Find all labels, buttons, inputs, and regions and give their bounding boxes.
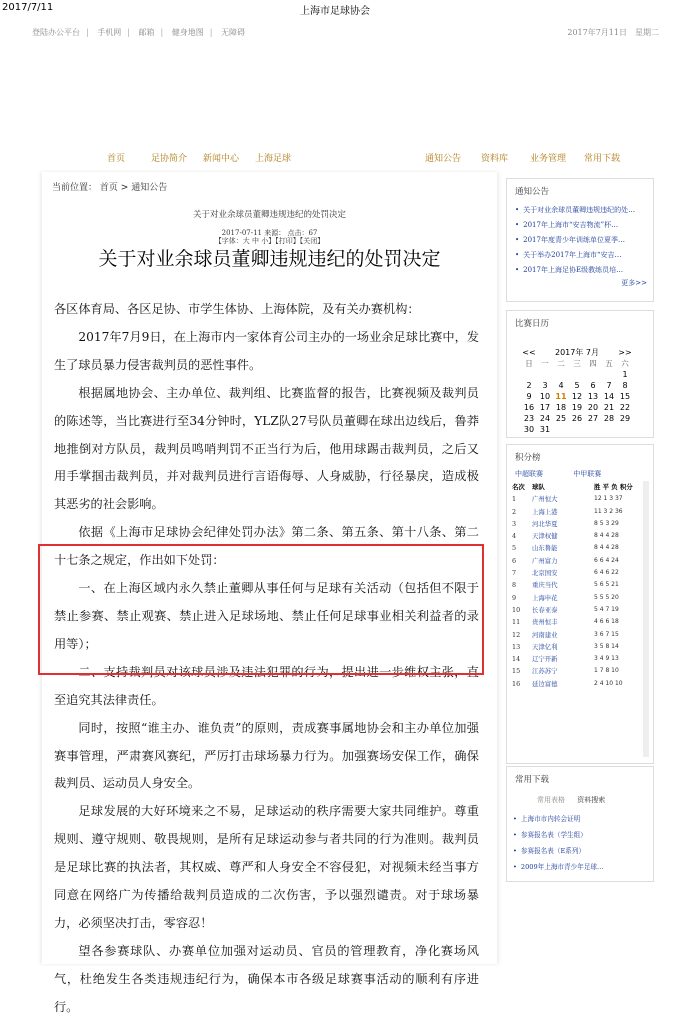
table-row[interactable]: 1 广州恒大 12 1 3 37: [512, 495, 623, 504]
downloads-box: [506, 766, 654, 882]
nav-about[interactable]: 足协简介: [151, 154, 188, 164]
table-row[interactable]: 5 山东鲁能 8 4 4 28: [512, 544, 619, 553]
top-link-mail[interactable]: 邮箱: [138, 28, 155, 37]
article-title: 关于对业余球员董卿违规违纪的处罚决定: [98, 248, 441, 270]
table-row[interactable]: 8 重庆当代 5 6 5 21: [512, 581, 619, 590]
notice-item[interactable]: • 2017年上海市“安吉物流”杯…: [515, 221, 619, 229]
breadcrumb-home[interactable]: 首页: [99, 183, 118, 193]
article-para: 2017年7月9日，在上海市内一家体育公司主办的一场业余足球比赛中，发生了球员暴力侵害裁判员的恶性事件。: [54, 329, 479, 372]
nav-shanghai-football[interactable]: 上海足球: [255, 154, 292, 164]
article-para: 同时，按照“谁主办、谁负责”的原则，责成赛事属地协会和主办单位加强赛事管理，严肃赛风赛纪，严厉打击球场暴力行为。加强赛场安保工作，确保裁判员、运动员人身安全。: [54, 720, 479, 791]
nav-library[interactable]: 资料库: [481, 154, 509, 164]
calendar-month: 2017年 7月: [555, 348, 599, 357]
standings-scrollbar[interactable]: [643, 481, 649, 757]
table-row[interactable]: 4 天津权健 8 4 4 28: [512, 532, 619, 541]
calendar-box: [506, 310, 654, 438]
standings-title: 积分榜: [515, 453, 541, 463]
notice-item[interactable]: • 关于对业余球员董卿违规违纪的处…: [515, 206, 636, 214]
print-title: 上海市足球协会: [300, 6, 370, 17]
tab-league-one[interactable]: 中甲联赛: [573, 470, 602, 478]
current-date: 2017年7月11日 星期二: [567, 28, 659, 37]
downloads-title: 常用下载: [515, 775, 550, 785]
nav-home[interactable]: 首页: [107, 154, 126, 164]
standings-box: [506, 444, 654, 764]
top-link-mobile[interactable]: 手机网: [97, 28, 122, 37]
tab-search[interactable]: 资料搜索: [577, 796, 606, 804]
calendar-prev[interactable]: <<: [522, 348, 536, 357]
table-row[interactable]: 2 上海上港 11 3 2 36: [512, 507, 623, 516]
table-row[interactable]: 6 广州富力 6 6 4 24: [512, 556, 619, 565]
top-link-map[interactable]: 健身地图: [171, 28, 204, 37]
nav-news[interactable]: 新闻中心: [203, 154, 240, 164]
print-date: 2017/7/11: [2, 2, 54, 13]
breadcrumb-current[interactable]: 通知公告: [131, 183, 168, 193]
notice-box-title: 通知公告: [515, 187, 550, 197]
download-item[interactable]: • 上海市市内转会证明: [513, 815, 581, 823]
tab-forms[interactable]: 常用表格: [537, 796, 565, 804]
table-row[interactable]: 12 河南建业 3 6 7 15: [512, 630, 619, 639]
table-row[interactable]: 10 长春亚泰 5 4 7 19: [512, 605, 619, 614]
article-para: 二、支持裁判员对该球员涉及违法犯罪的行为，提出进一步维权主张，直至追究其法律责任。: [54, 664, 479, 707]
breadcrumb: 当前位置： 首页 > 通知公告: [52, 183, 168, 193]
calendar-week: 30 31: [523, 425, 551, 434]
notice-item[interactable]: • 2017年度青少年训练单位夏季…: [515, 236, 625, 244]
calendar-week: 23 24 25 26 27 28 29: [523, 414, 631, 423]
top-links: 登陆办公平台 | 手机网 | 邮箱 | 健身地图 | 无障碍: [32, 28, 245, 37]
table-row[interactable]: 15 江苏苏宁 1 7 8 10: [512, 667, 619, 676]
top-link-office[interactable]: 登陆办公平台: [32, 28, 80, 37]
table-row[interactable]: 14 辽宁开新 3 4 9 13: [512, 655, 619, 664]
table-row[interactable]: 11 贵州恒丰 4 6 6 18: [512, 618, 619, 627]
tab-csl[interactable]: 中超联赛: [515, 470, 543, 478]
article-para: 各区体育局、各区足协、市学生体协、上海体院，及有关办赛机构：: [54, 302, 420, 316]
breadcrumb-sep: >: [120, 183, 129, 193]
article-para: 依据《上海市足球协会纪律处罚办法》第二条、第五条、第十八条、第二十七条之规定，作出如下处罚：: [54, 525, 479, 568]
notice-more-link[interactable]: 更多>>: [621, 279, 647, 287]
highlight-box: [38, 544, 484, 675]
calendar-week: 2 3 4 5 6 7 8: [526, 381, 628, 390]
article-meta: [42, 229, 497, 245]
notice-item[interactable]: • 关于举办2017年上海市“安吉…: [515, 251, 622, 259]
nav-downloads[interactable]: 常用下载: [584, 154, 621, 164]
table-row[interactable]: 16 延边富德 2 4 10 10: [512, 679, 623, 688]
calendar-title: 比赛日历: [515, 319, 550, 329]
nav-notices[interactable]: 通知公告: [425, 154, 462, 164]
standings-table: 名次 球队 胜 平 负 积分 1 广州恒大 12 1 3 37 2 上海上港 11 3 2 36 3 河北华夏 8 5 3 29 4 天津权健 8 4 4 28 5 山东鲁能 8 4 4 28 6 广州富力 6 6 4 24 7 北京国安 6 4 6 22 8 重庆当代 5 6 5 21 9 上海申花 5 5 5 20 10 长春亚泰 5 4 7 19 11 贵州恒丰 4 6 6 18 12 河南建业 3 6 7 15 13 天津亿利 3 5 8 14 14 辽宁开新 3 4 9 13 15 江苏苏宁 1 7 8 10 16 延边富德 2 4 10 10: [511, 481, 634, 690]
article-tools[interactable]: 【字体：大 中 小】【打印】【关闭】: [214, 237, 325, 245]
article-para: 根据属地协会、主办单位、裁判组、比赛监督的报告，比赛视频及裁判员的陈述等，当比赛进行至34分钟时，YLZ队27号队员董卿在球出边线后，鲁莽地推倒对方队员，裁判员鸣哨判罚不正当行为后，他用球踢击裁判员，之后又用手掌掴击裁判员，并对裁判员进行言语侮辱、人身威胁，行径暴戾，造成极其恶劣的社会影响。: [54, 385, 479, 512]
download-item[interactable]: • 2009年上海市青少年足球…: [513, 863, 604, 871]
article-small-title: 关于对业余球员董卿违规违纪的处罚决定: [192, 210, 346, 220]
calendar-week: 16 17 18 19 20 21 22: [523, 403, 631, 412]
download-item[interactable]: • 参赛报名表（学生组）: [513, 831, 587, 839]
table-row[interactable]: 7 北京国安 6 4 6 22: [512, 569, 619, 578]
calendar-today[interactable]: 11: [555, 392, 567, 401]
table-row[interactable]: 13 天津亿利 3 5 8 14: [512, 642, 619, 651]
calendar-week: 9 10 11 12 13 14 15: [526, 392, 631, 401]
article-meta-info: 2017-07-11 来源： 点击：67: [221, 229, 318, 237]
article-para: 一、在上海区域内永久禁止董卿从事任何与足球有关活动（包括但不限于禁止参赛、禁止观赛、禁止进入足球场地、禁止任何足球事业相关利益者的录用等）；: [54, 581, 479, 651]
calendar-week: 1: [622, 370, 628, 379]
table-row[interactable]: 3 河北华夏 8 5 3 29: [512, 519, 619, 528]
download-item[interactable]: • 参赛报名表（E系列）: [513, 847, 586, 855]
notice-item[interactable]: • 2017年上海足协E级教练员培…: [515, 266, 624, 274]
top-link-accessibility[interactable]: 无障碍: [221, 28, 245, 37]
article-para: 望各参赛球队、办赛单位加强对运动员、官员的管理教育，净化赛场风气，杜绝发生各类违规违纪行为，确保本市各级足球赛事活动的顺利有序进行。: [54, 943, 479, 1014]
table-row[interactable]: 9 上海申花 5 5 5 20: [512, 593, 619, 602]
notice-box: [506, 178, 654, 302]
calendar-table: << 2017年 7月 >> 日 一 二 三 四 五 六 1 2 3 4 5 6 7 8 9 10 11 12 13 14 15 16 17 18 19 20 21 22 23 24 25 26 27 28 29 30 31: [522, 348, 632, 434]
calendar-next[interactable]: >>: [618, 348, 632, 357]
nav-business[interactable]: 业务管理: [530, 154, 567, 164]
article-para: 足球发展的大好环境来之不易，足球运动的秩序需要大家共同维护。尊重规则、遵守规则、敬畏规则，是所有足球运动参与者共同的行为准则。裁判员是足球比赛的执法者，其权威、尊严和人身安全不容侵犯，对视频未经当事方同意在网络广为传播给裁判员造成的二次伤害，予以强烈谴责。对于球场暴力，必须坚决打击，零容忍！: [54, 804, 479, 930]
